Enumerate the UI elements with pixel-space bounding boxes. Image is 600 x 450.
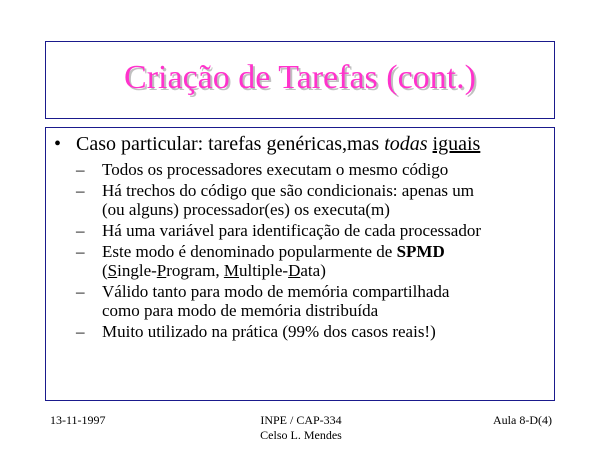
dash-icon: – — [76, 221, 85, 240]
sub-point-line-1: Válido tanto para modo de memória compartilhada — [102, 282, 450, 301]
sub-point — [76, 242, 554, 280]
dash-icon: – — [76, 181, 85, 200]
sub-point — [76, 160, 554, 179]
main-bullet-point — [54, 132, 480, 156]
title-box — [45, 41, 555, 119]
sub-point-line-1: Há trechos do código que são condicionais: apenas um — [102, 181, 475, 200]
footer-course: INPE / CAP-334 — [260, 413, 342, 427]
dash-icon: – — [76, 322, 85, 341]
dash-icon: – — [76, 282, 85, 301]
spmd-acronym: SPMD — [396, 242, 445, 261]
sub-point-line-2: como para modo de memória distribuída — [102, 301, 379, 320]
footer-author: Celso L. Mendes — [260, 428, 342, 442]
footer-course-info — [246, 413, 356, 443]
sub-point-text: Todos os processadores executam o mesmo código — [102, 160, 449, 179]
main-point-emphasis: todas — [384, 133, 428, 155]
footer-date: 13-11-1997 — [50, 413, 106, 427]
slide-title: Criação de Tarefas (cont.) — [124, 59, 476, 96]
sub-point-line-1: Este modo é denominado popularmente de — [102, 242, 397, 261]
sub-point — [76, 322, 554, 341]
sub-point-line-2: (ou alguns) processador(es) os executa(m) — [102, 200, 390, 219]
dash-icon: – — [76, 242, 85, 261]
sub-point-list — [76, 160, 554, 343]
main-point-prefix: Caso particular: tarefas genéricas,mas — [76, 133, 385, 155]
footer-page-label: Aula 8-D(4) — [493, 413, 552, 427]
spmd-expansion: (Single-Program, Multiple-Data) — [102, 261, 326, 280]
sub-point — [76, 282, 554, 320]
sub-point-text: Há uma variável para identificação de cada processador — [102, 221, 481, 240]
sub-point — [76, 221, 554, 240]
sub-point-text: Muito utilizado na prática (99% dos casos reais!) — [102, 322, 436, 341]
bullet-icon: • — [54, 133, 62, 155]
main-point-underlined: iguais — [432, 133, 481, 155]
content-box — [45, 127, 555, 401]
dash-icon: – — [76, 160, 85, 179]
sub-point — [76, 181, 554, 219]
